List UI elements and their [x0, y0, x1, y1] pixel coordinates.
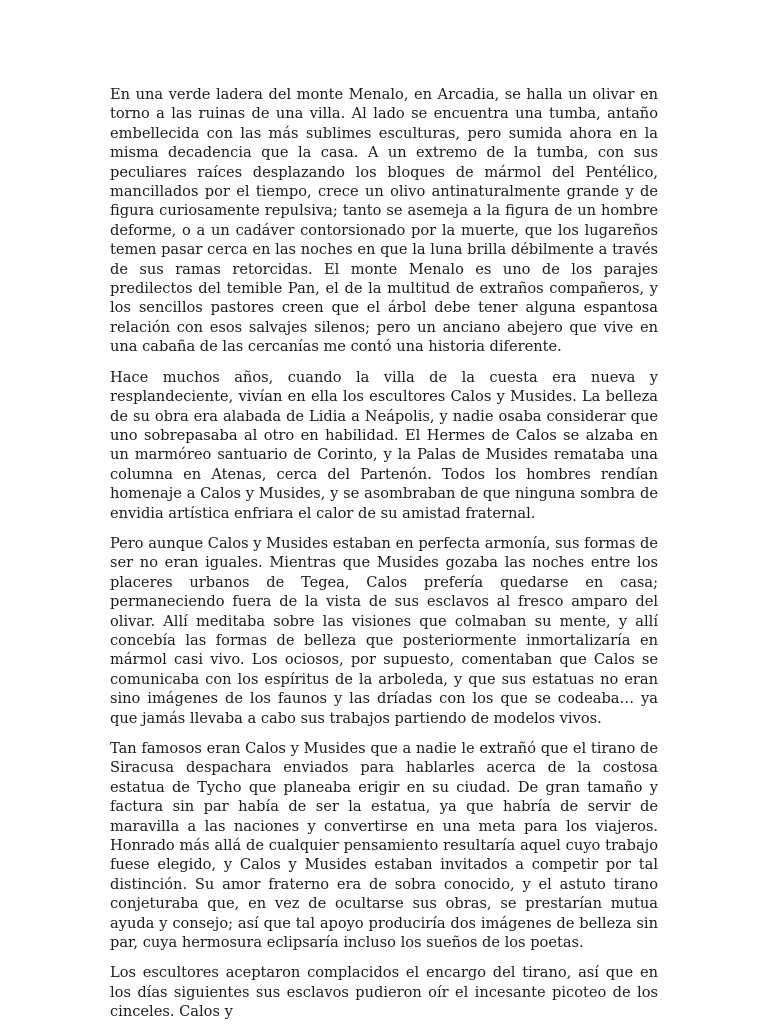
- paragraph-5: Los escultores aceptaron complacidos el encargo del tirano, así que en los días siguientes sus esclavos pudieron oír el incesante picoteo de los cinceles. Calos y: [110, 964, 658, 1021]
- paragraph-3: Pero aunque Calos y Musides estaban en perfecta armonía, sus formas de ser no eran iguales. Mientras que Musides gozaba las noches entre los placeres urbanos de Tegea, Calos prefería quedarse en casa; permaneciendo fuera de la vista de sus esclavos al fresco amparo del olivar. Allí meditaba sobre las visiones que colmaban su mente, y allí concebía las formas de belleza que posteriormente inmortalizaría en mármol casi vivo. Los ociosos, por supuesto, comentaban que Calos se comunicaba con los espíritus de la arboleda, y que sus estatuas no eran sino imágenes de los faunos y las dríadas con los que se codeaba… ya que jamás llevaba a cabo sus trabajos partiendo de modelos vivos.: [110, 534, 658, 727]
- body-text: [110, 85, 658, 1033]
- paragraph-1: En una verde ladera del monte Menalo, en Arcadia, se halla un olivar en torno a las ruinas de una villa. Al lado se encuentra una tumba, antaño embellecida con las más sublimes esculturas, pero sumida ahora en la misma decadencia que la casa. A un extremo de la tumba, con sus peculiares raíces desplazando los bloques de mármol del Pentélico, mancillados por el tiempo, crece un olivo antinaturalmente grande y de figura curiosamente repulsiva; tanto se asemeja a la figura de un hombre deforme, o a un cadáver contorsionado por la muerte, que los lugareños temen pasar cerca en las noches en que la luna brilla débilmente a través de sus ramas retorcidas. El monte Menalo es uno de los parajes predilectos del temible Pan, el de la multitud de extraños compañeros, y los sencillos pastores creen que el árbol debe tener alguna espantosa relación con esos salvajes silenos; pero un anciano abejero que vive en una cabaña de las cercanías me contó una historia diferente.: [110, 86, 658, 356]
- paragraph-4: Tan famosos eran Calos y Musides que a nadie le extrañó que el tirano de Siracusa despachara enviados para hablarles acerca de la costosa estatua de Tycho que planeaba erigir en su ciudad. De gran tamaño y factura sin par había de ser la estatua, ya que habría de servir de maravilla a las naciones y convertirse en una meta para los viajeros. Honrado más allá de cualquier pensamiento resultaría aquel cuyo trabajo fuese elegido, y Calos y Musides estaban invitados a competir por tal distinción. Su amor fraterno era de sobra conocido, y el astuto tirano conjeturaba que, en vez de ocultarse sus obras, se prestarían mutua ayuda y consejo; así que tal apoyo produciría dos imágenes de belleza sin par, cuya hermosura eclipsaría incluso los sueños de los poetas.: [110, 740, 658, 952]
- paragraph-2: Hace muchos años, cuando la villa de la cuesta era nueva y resplandeciente, vivían en ella los escultores Calos y Musides. La belleza de su obra era alabada de Lidia a Neápolis, y nadie osaba considerar que uno sobrepasaba al otro en habilidad. El Hermes de Calos se alzaba en un marmóreo santuario de Corinto, y la Palas de Musides remataba una columna en Atenas, cerca del Partenón. Todos los hombres rendían homenaje a Calos y Musides, y se asombraban de que ninguna sombra de envidia artística enfriara el calor de su amistad fraternal.: [110, 368, 658, 522]
